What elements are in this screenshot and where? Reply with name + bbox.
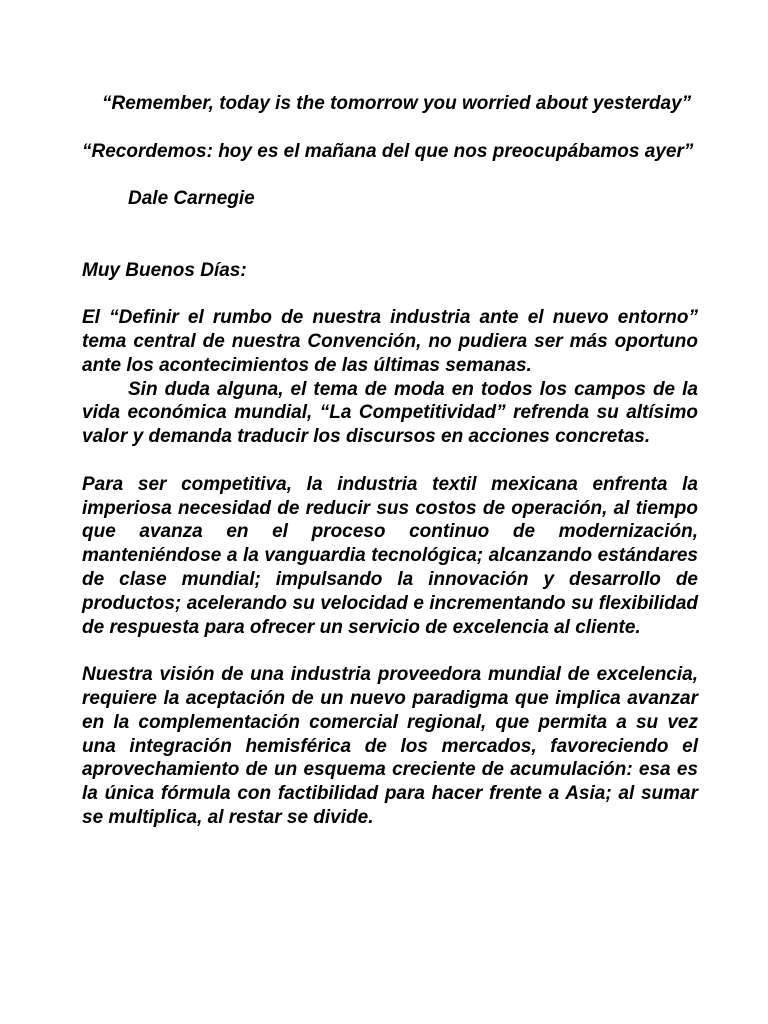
quote-spanish: “Recordemos: hoy es el mañana del que nos preocupábamos ayer”: [82, 140, 694, 162]
paragraph-3: Para ser competitiva, la industria textil mexicana enfrenta la imperiosa necesidad de reducir sus costos de operación, al tiempo que avanza en el proceso continuo de modernización, manteniéndose a la vanguardia tecnológica; alcanzando estándares de clase mundial; impulsando la innovación y desarrollo de productos; acelerando su velocidad e incrementando su flexibilidad de respuesta para ofrecer un servicio de excelencia al cliente.: [82, 473, 698, 638]
quote-english: “Remember, today is the tomorrow you worried about yesterday”: [102, 93, 692, 114]
quote-author: Dale Carnegie: [128, 188, 255, 210]
document-page: [82, 92, 698, 830]
greeting: Muy Buenos Días:: [82, 259, 247, 281]
paragraph-2: Sin duda alguna, el tema de moda en todos los campos de la vida económica mundial, “La Competitividad” refrenda su altísimo valor y demanda traducir los discursos en acciones concretas.: [82, 378, 698, 448]
paragraph-1: El “Definir el rumbo de nuestra industria ante el nuevo entorno” tema central de nuestra Convención, no pudiera ser más oportuno ante los acontecimientos de las últimas semanas.: [82, 307, 698, 376]
paragraph-4: Nuestra visión de una industria proveedora mundial de excelencia, requiere la aceptación de un nuevo paradigma que implica avanzar en la complementación comercial regional, que permita a su vez una integración hemisférica de los mercados, favoreciendo el aprovechamiento de un esquema creciente de acumulación: esa es la única fórmula con factibilidad para hacer frente a Asia; al sumar se multiplica, al restar se divide.: [82, 664, 698, 828]
